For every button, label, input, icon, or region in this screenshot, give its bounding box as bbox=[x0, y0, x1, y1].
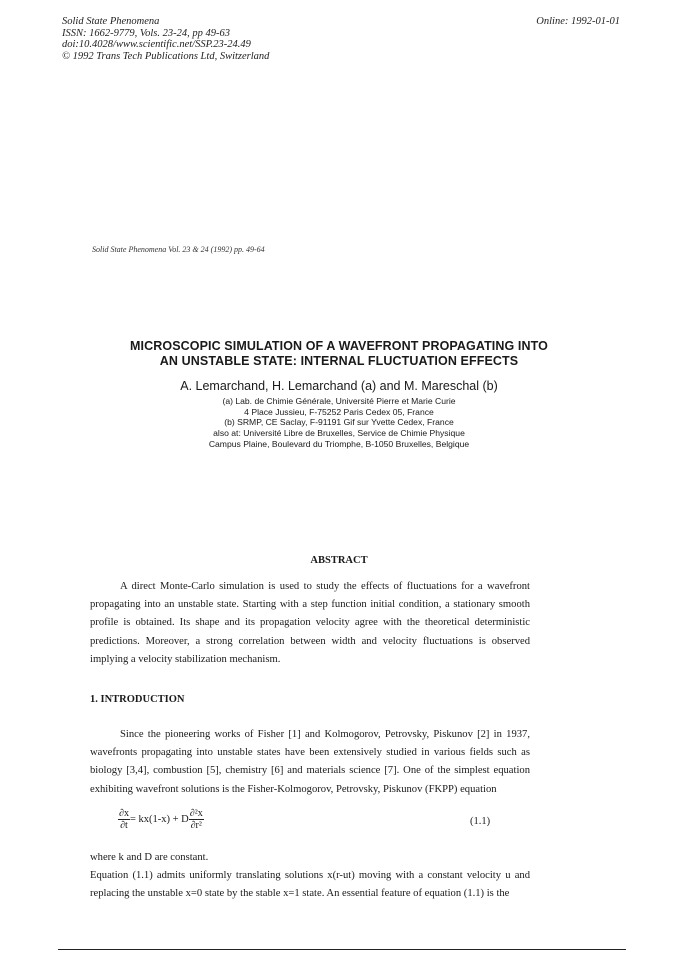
publication-header bbox=[62, 16, 269, 62]
paper-title bbox=[60, 339, 618, 369]
header-copyright: © 1992 Trans Tech Publications Ltd, Switzerland bbox=[62, 50, 270, 62]
rhs-numerator: ∂²x bbox=[189, 808, 203, 819]
introduction-body: Since the pioneering works of Fisher [1] and Kolmogorov, Petrovsky, Piskunov [2] in 1937, wavefronts propagating into unstable states have been extensively studied in various fields such as biology [3,4], combustion [5], chemistry [6] and materials science [7]. One of the simplest equation exhibiting wavefront solutions is the Fisher-Kolmogorov, Petrovsky, Piskunov (FKPP) equation bbox=[90, 729, 530, 795]
constants-note: where k and D are constant. bbox=[90, 852, 209, 863]
authors: A. Lemarchand, H. Lemarchand (a) and M. Mareschal (b) bbox=[180, 379, 498, 393]
affiliation-line: also at: Université Libre de Bruxelles, Service de Chimie Physique bbox=[213, 428, 465, 439]
introduction-paragraph bbox=[90, 726, 530, 799]
title-line: MICROSCOPIC SIMULATION OF A WAVEFRONT PROPAGATING INTO bbox=[130, 339, 548, 353]
affiliations bbox=[60, 396, 618, 450]
header-journal: Solid State Phenomena bbox=[62, 16, 160, 27]
abstract-heading: ABSTRACT bbox=[310, 555, 368, 566]
abstract-text bbox=[90, 578, 530, 669]
rhs-derivative bbox=[189, 808, 204, 831]
affiliation-line: (a) Lab. de Chimie Générale, Université Pierre et Marie Curie bbox=[222, 396, 456, 406]
header-doi: doi:10.4028/www.scientific.net/SSP.23-24.49 bbox=[62, 39, 251, 50]
online-date: Online: 1992-01-01 bbox=[536, 16, 620, 27]
rhs-denominator: ∂r² bbox=[190, 820, 202, 831]
lhs-numerator: ∂x bbox=[119, 808, 129, 819]
equation-fkpp bbox=[118, 808, 204, 831]
continuation-text: Equation (1.1) admits uniformly translating solutions x(r-ut) moving with a constant velocity u and replacing the unstable x=0 state by the stable x=1 state. An essential feature of equation (1.1) is the bbox=[90, 870, 530, 900]
affiliation-line: (b) SRMP, CE Saclay, F-91191 Gif sur Yvette Cedex, France bbox=[224, 417, 454, 428]
affiliation-line: 4 Place Jussieu, F-75252 Paris Cedex 05, France bbox=[244, 406, 434, 417]
header-issn: ISSN: 1662-9779, Vols. 23-24, pp 49-63 bbox=[62, 27, 230, 39]
abstract-body: A direct Monte-Carlo simulation is used to study the effects of fluctuations for a wavefront propagating into an unstable state. Starting with a step function initial condition, a stationary smooth profile is obtained. Its shape and its propagation velocity agree with the theoretical deterministic predictions. Moreover, a strong correlation between width and velocity fluctuations is observed implying a velocity stabilization mechanism. bbox=[90, 581, 530, 665]
journal-reference: Solid State Phenomena Vol. 23 & 24 (1992) pp. 49-64 bbox=[92, 245, 265, 254]
footer-rule bbox=[58, 949, 626, 950]
lhs-derivative bbox=[118, 808, 130, 831]
equation-number: (1.1) bbox=[470, 816, 491, 827]
title-line: AN UNSTABLE STATE: INTERNAL FLUCTUATION EFFECTS bbox=[159, 354, 519, 368]
affiliation-line: Campus Plaine, Boulevard du Triomphe, B-1050 Bruxelles, Belgique bbox=[208, 438, 470, 449]
lhs-denominator: ∂t bbox=[120, 820, 128, 831]
post-equation-text bbox=[90, 849, 530, 904]
equation-middle: = kx(1-x) + D bbox=[129, 814, 189, 825]
section-heading-introduction: 1. INTRODUCTION bbox=[90, 694, 185, 705]
